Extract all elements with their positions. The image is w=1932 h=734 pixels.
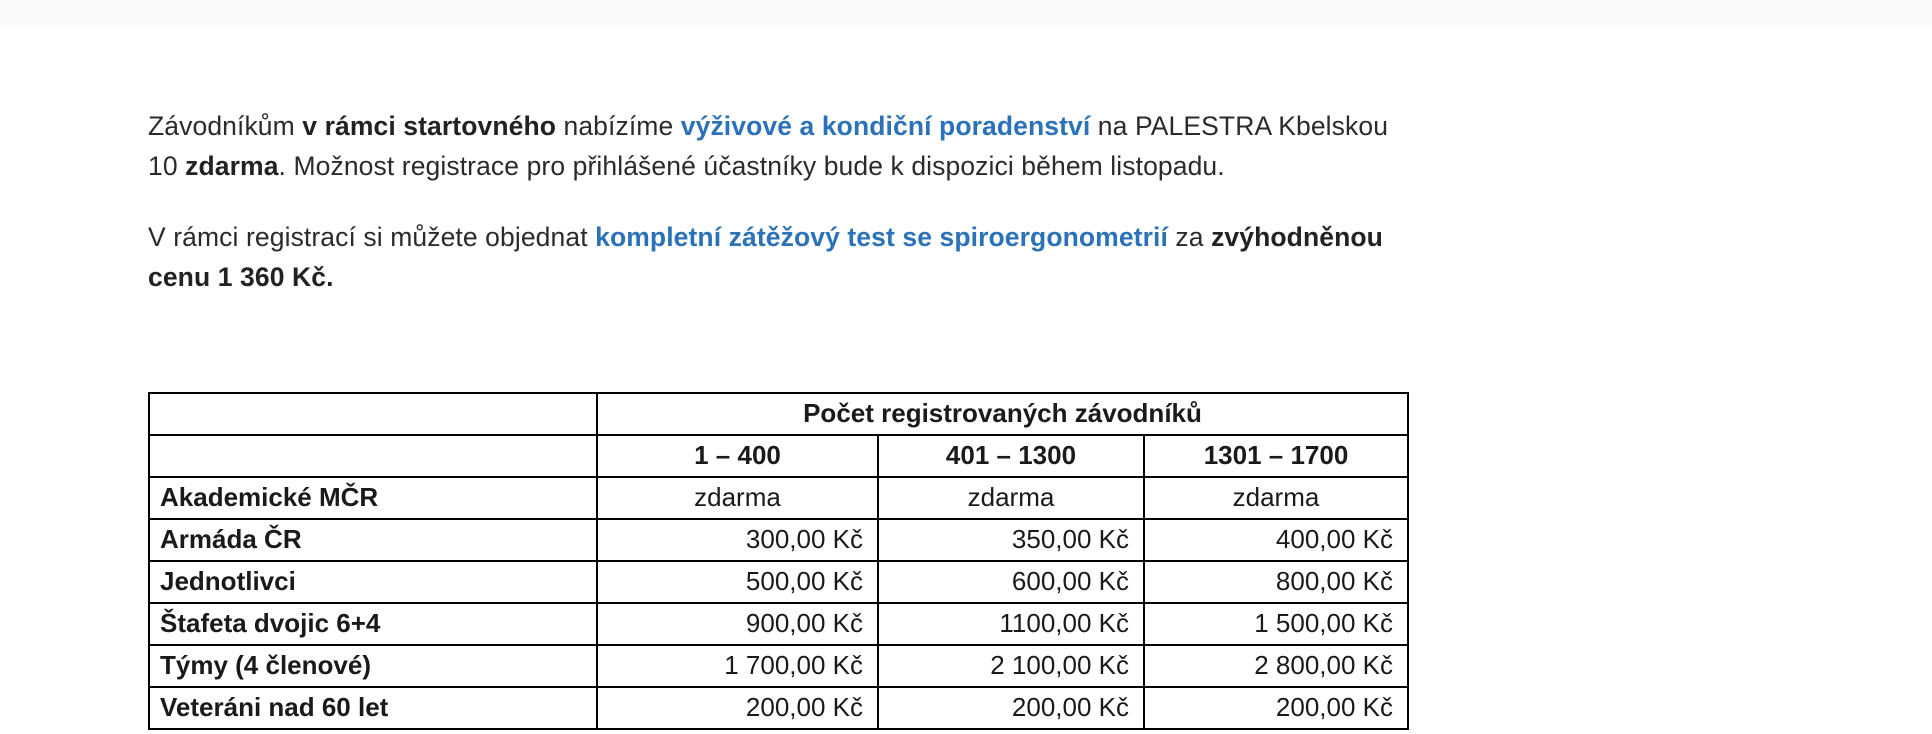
empty-corner-cell: [149, 435, 597, 477]
link-vyzivove-a-kondicni-poradenstvi[interactable]: výživové a kondiční poradenství: [680, 110, 1091, 141]
price-cell: 200,00 Kč: [1144, 687, 1408, 729]
table-range-header-row: [149, 435, 1408, 477]
table-row: [149, 603, 1408, 645]
row-label-cell: Jednotlivci: [149, 561, 597, 603]
row-label-cell: Akademické MČR: [149, 477, 597, 519]
body-text: za: [1167, 221, 1212, 252]
body-text: na PALESTRA Kbelskou 10: [148, 110, 1389, 181]
price-cell: 400,00 Kč: [1144, 519, 1408, 561]
price-cell: 1100,00 Kč: [878, 603, 1144, 645]
row-label-cell: Veteráni nad 60 let: [149, 687, 597, 729]
range-header-cell: 1301 – 1700: [1144, 435, 1408, 477]
price-cell: 200,00 Kč: [878, 687, 1144, 729]
row-label-cell: Týmy (4 členové): [149, 645, 597, 687]
body-text: V rámci registrací si můžete objednat: [148, 221, 596, 252]
price-cell: zdarma: [1144, 477, 1408, 519]
price-cell: 200,00 Kč: [597, 687, 878, 729]
table-group-header-row: [149, 393, 1408, 435]
table-row: [149, 687, 1408, 729]
bold-text: zdarma: [185, 150, 279, 181]
page-content: [0, 27, 1932, 730]
price-cell: 900,00 Kč: [597, 603, 878, 645]
body-text: . Možnost registrace pro přihlášené účastníky bude k dispozici během listopadu.: [278, 150, 1225, 181]
intro-paragraph: [148, 106, 1393, 186]
page-top-strip: [0, 0, 1932, 27]
bold-text: v rámci startovného: [302, 110, 557, 141]
table-row: [149, 519, 1408, 561]
bold-text: zvýhodněnou cenu 1 360 Kč.: [148, 221, 1383, 292]
price-cell: zdarma: [597, 477, 878, 519]
price-cell: 2 800,00 Kč: [1144, 645, 1408, 687]
price-cell: 1 500,00 Kč: [1144, 603, 1408, 645]
price-cell: 1 700,00 Kč: [597, 645, 878, 687]
price-cell: 2 100,00 Kč: [878, 645, 1144, 687]
price-cell: 500,00 Kč: [597, 561, 878, 603]
registration-price-table: [148, 392, 1409, 730]
price-cell: zdarma: [878, 477, 1144, 519]
row-label-cell: Štafeta dvojic 6+4: [149, 603, 597, 645]
registration-offer-paragraph: [148, 217, 1393, 297]
price-cell: 350,00 Kč: [878, 519, 1144, 561]
table-row: [149, 645, 1408, 687]
row-label-cell: Armáda ČR: [149, 519, 597, 561]
price-cell: 600,00 Kč: [878, 561, 1144, 603]
body-text: nabízíme: [556, 110, 681, 141]
price-cell: 800,00 Kč: [1144, 561, 1408, 603]
range-header-cell: 401 – 1300: [878, 435, 1144, 477]
price-cell: 300,00 Kč: [597, 519, 878, 561]
empty-corner-cell: [149, 393, 597, 435]
group-header-cell: Počet registrovaných závodníků: [597, 393, 1408, 435]
range-header-cell: 1 – 400: [597, 435, 878, 477]
table-row: [149, 477, 1408, 519]
table-row: [149, 561, 1408, 603]
link-kompletni-zatezovy-test-se-spiroergonometrii[interactable]: kompletní zátěžový test se spiroergonometrií: [595, 221, 1168, 252]
body-text: Závodníkům: [148, 110, 303, 141]
